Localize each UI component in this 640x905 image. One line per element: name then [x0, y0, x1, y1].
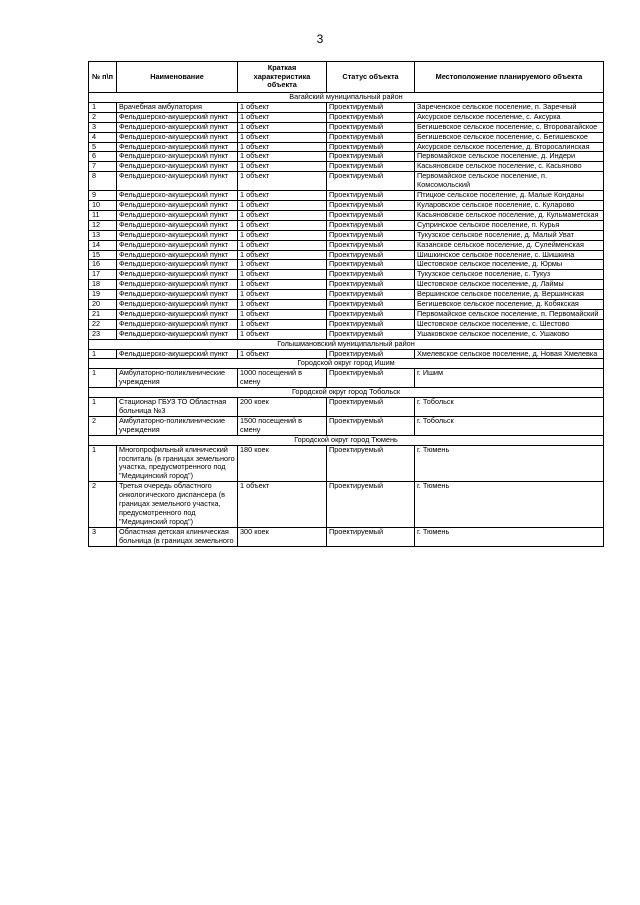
object-characteristic: 1000 посещений в смену — [238, 369, 327, 388]
object-location: Хмелевское сельское поселение, д. Новая Хмелевка — [415, 349, 604, 359]
table-row — [89, 162, 604, 172]
object-status: Проектируемый — [327, 260, 415, 270]
object-location: Птицкое сельское поселение, д. Малые Конданы — [415, 191, 604, 201]
object-status: Проектируемый — [327, 250, 415, 260]
object-location: г. Тюмень — [415, 445, 604, 482]
object-name: Амбулаторно-поликлинические учреждения — [117, 369, 238, 388]
object-name: Фельдшерско-акушерский пункт — [117, 122, 238, 132]
object-location: Аксурское сельское поселение, д. Второсалинская — [415, 142, 604, 152]
object-status: Проектируемый — [327, 482, 415, 528]
table-row — [89, 152, 604, 162]
row-number: 2 — [89, 482, 117, 528]
object-name: Фельдшерско-акушерский пункт — [117, 191, 238, 201]
object-name: Многопрофильный клинический госпиталь (в границах земельного участка, предусмотренного под "Медицинский город") — [117, 445, 238, 482]
object-characteristic: 1 объект — [238, 250, 327, 260]
object-location: Тукузское сельское поселение, с. Тукуз — [415, 270, 604, 280]
object-name: Фельдшерско-акушерский пункт — [117, 142, 238, 152]
section-title: Голышмановский муниципальный район — [89, 339, 604, 349]
table-row — [89, 349, 604, 359]
object-name: Фельдшерско-акушерский пункт — [117, 230, 238, 240]
row-number: 12 — [89, 220, 117, 230]
object-characteristic: 1 объект — [238, 240, 327, 250]
object-name: Фельдшерско-акушерский пункт — [117, 152, 238, 162]
object-name: Третья очередь областного онкологического диспансера (в границах земельного участка, предусмотренного под "Медицинский город") — [117, 482, 238, 528]
row-number: 23 — [89, 329, 117, 339]
object-name: Фельдшерско-акушерский пункт — [117, 210, 238, 220]
object-characteristic: 1 объект — [238, 349, 327, 359]
row-number: 13 — [89, 230, 117, 240]
object-name: Фельдшерско-акушерский пункт — [117, 290, 238, 300]
object-status: Проектируемый — [327, 349, 415, 359]
table-row — [89, 309, 604, 319]
table-row — [89, 220, 604, 230]
object-status: Проектируемый — [327, 152, 415, 162]
table-row — [89, 191, 604, 201]
row-number: 1 — [89, 349, 117, 359]
object-characteristic: 1 объект — [238, 230, 327, 240]
row-number: 16 — [89, 260, 117, 270]
object-characteristic: 1 объект — [238, 260, 327, 270]
table-row — [89, 290, 604, 300]
object-characteristic: 1 объект — [238, 152, 327, 162]
object-location: Шестовское сельское поселение, с. Шестово — [415, 319, 604, 329]
row-number: 1 — [89, 102, 117, 112]
object-status: Проектируемый — [327, 191, 415, 201]
object-status: Проектируемый — [327, 220, 415, 230]
object-status: Проектируемый — [327, 162, 415, 172]
object-characteristic: 1 объект — [238, 200, 327, 210]
object-location: г. Тюмень — [415, 482, 604, 528]
object-location: Шестовское сельское поселение, д. Юрмы — [415, 260, 604, 270]
table-row — [89, 445, 604, 482]
object-name: Фельдшерско-акушерский пункт — [117, 260, 238, 270]
objects-table — [88, 61, 604, 547]
table-row — [89, 416, 604, 435]
section-row — [89, 93, 604, 103]
object-name: Фельдшерско-акушерский пункт — [117, 240, 238, 250]
row-number: 11 — [89, 210, 117, 220]
object-status: Проектируемый — [327, 309, 415, 319]
object-status: Проектируемый — [327, 280, 415, 290]
object-name: Стационар ГБУЗ ТО Областная больница №3 — [117, 398, 238, 417]
object-characteristic: 1 объект — [238, 122, 327, 132]
object-status: Проектируемый — [327, 112, 415, 122]
object-name: Фельдшерско-акушерский пункт — [117, 220, 238, 230]
object-status: Проектируемый — [327, 172, 415, 191]
object-location: Казанское сельское поселение, д. Сулейменская — [415, 240, 604, 250]
table-row — [89, 240, 604, 250]
object-name: Фельдшерско-акушерский пункт — [117, 162, 238, 172]
object-status: Проектируемый — [327, 102, 415, 112]
object-status: Проектируемый — [327, 398, 415, 417]
object-characteristic: 300 коек — [238, 527, 327, 546]
table-row — [89, 102, 604, 112]
section-title: Городской округ город Тюмень — [89, 435, 604, 445]
row-number: 4 — [89, 132, 117, 142]
table-body — [89, 93, 604, 547]
row-number: 10 — [89, 200, 117, 210]
object-location: Зареченское сельское поселение, п. Заречный — [415, 102, 604, 112]
section-row — [89, 388, 604, 398]
object-characteristic: 1 объект — [238, 102, 327, 112]
table-row — [89, 230, 604, 240]
table-row — [89, 172, 604, 191]
object-location: Касьяновское сельское поселение, с. Касьяново — [415, 162, 604, 172]
table-row — [89, 260, 604, 270]
object-location: Касьяновское сельское поселение, д. Кульмаметская — [415, 210, 604, 220]
object-name: Фельдшерско-акушерский пункт — [117, 172, 238, 191]
object-status: Проектируемый — [327, 290, 415, 300]
table-row — [89, 142, 604, 152]
table-row — [89, 122, 604, 132]
object-characteristic: 1 объект — [238, 210, 327, 220]
object-status: Проектируемый — [327, 416, 415, 435]
row-number: 18 — [89, 280, 117, 290]
row-number: 1 — [89, 369, 117, 388]
object-location: Куларовское сельское поселение, с. Куларово — [415, 200, 604, 210]
object-status: Проектируемый — [327, 369, 415, 388]
row-number: 20 — [89, 300, 117, 310]
header-status: Статус объекта — [327, 62, 415, 93]
object-characteristic: 1 объект — [238, 162, 327, 172]
table-row — [89, 250, 604, 260]
object-characteristic: 1 объект — [238, 482, 327, 528]
object-status: Проектируемый — [327, 527, 415, 546]
object-location: Бегишевское сельское поселение, с. Второвагайское — [415, 122, 604, 132]
header-location: Местоположение планируемого объекта — [415, 62, 604, 93]
row-number: 8 — [89, 172, 117, 191]
object-characteristic: 1 объект — [238, 112, 327, 122]
object-characteristic: 200 коек — [238, 398, 327, 417]
row-number: 5 — [89, 142, 117, 152]
object-name: Фельдшерско-акушерский пункт — [117, 200, 238, 210]
table-row — [89, 200, 604, 210]
row-number: 17 — [89, 270, 117, 280]
object-location: Ушаковское сельское поселение, с. Ушаково — [415, 329, 604, 339]
row-number: 15 — [89, 250, 117, 260]
object-location: Первомайское сельское поселение, п. Комсомольский — [415, 172, 604, 191]
object-status: Проектируемый — [327, 200, 415, 210]
object-location: Аксурское сельское поселение, с. Аксурка — [415, 112, 604, 122]
section-title: Вагайский муниципальный район — [89, 93, 604, 103]
section-row — [89, 359, 604, 369]
object-status: Проектируемый — [327, 240, 415, 250]
object-characteristic: 1 объект — [238, 319, 327, 329]
object-status: Проектируемый — [327, 329, 415, 339]
row-number: 2 — [89, 112, 117, 122]
object-name: Фельдшерско-акушерский пункт — [117, 280, 238, 290]
table-row — [89, 132, 604, 142]
object-characteristic: 1 объект — [238, 290, 327, 300]
table-header-row — [89, 62, 604, 93]
object-characteristic: 1 объект — [238, 172, 327, 191]
object-status: Проектируемый — [327, 132, 415, 142]
object-status: Проектируемый — [327, 122, 415, 132]
row-number: 1 — [89, 398, 117, 417]
object-location: Первомайское сельское поселение, п. Первомайский — [415, 309, 604, 319]
object-status: Проектируемый — [327, 142, 415, 152]
object-name: Фельдшерско-акушерский пункт — [117, 250, 238, 260]
object-name: Фельдшерско-акушерский пункт — [117, 112, 238, 122]
object-location: Тукузское сельское поселение, д. Малый Уват — [415, 230, 604, 240]
object-characteristic: 1 объект — [238, 309, 327, 319]
object-characteristic: 1 объект — [238, 329, 327, 339]
object-characteristic: 1 объект — [238, 132, 327, 142]
object-status: Проектируемый — [327, 270, 415, 280]
object-status: Проектируемый — [327, 300, 415, 310]
object-characteristic: 1 объект — [238, 142, 327, 152]
object-name: Фельдшерско-акушерский пункт — [117, 309, 238, 319]
object-location: Супринское сельское поселение, п. Курья — [415, 220, 604, 230]
object-name: Фельдшерско-акушерский пункт — [117, 329, 238, 339]
row-number: 9 — [89, 191, 117, 201]
row-number: 1 — [89, 445, 117, 482]
row-number: 22 — [89, 319, 117, 329]
object-location: г. Ишим — [415, 369, 604, 388]
header-name: Наименование — [117, 62, 238, 93]
page-number: 3 — [316, 32, 324, 46]
row-number: 14 — [89, 240, 117, 250]
row-number: 7 — [89, 162, 117, 172]
table-row — [89, 398, 604, 417]
header-characteristic: Краткая характеристика объекта — [238, 62, 327, 93]
table-row — [89, 369, 604, 388]
object-name: Областная детская клиническая больница (в границах земельного — [117, 527, 238, 546]
object-location: Бегишевское сельское поселение, д. Кобякская — [415, 300, 604, 310]
table-row — [89, 270, 604, 280]
table-row — [89, 300, 604, 310]
object-name: Амбулаторно-поликлинические учреждения — [117, 416, 238, 435]
table-row — [89, 329, 604, 339]
object-location: г. Тобольск — [415, 416, 604, 435]
object-location: Шишкинское сельское поселение, с. Шишкина — [415, 250, 604, 260]
object-characteristic: 1 объект — [238, 270, 327, 280]
object-characteristic: 1500 посещений в смену — [238, 416, 327, 435]
object-location: г. Тобольск — [415, 398, 604, 417]
table-row — [89, 482, 604, 528]
object-location: Бегишевское сельское поселение, с. Бегишевское — [415, 132, 604, 142]
object-location: г. Тюмень — [415, 527, 604, 546]
object-name: Фельдшерско-акушерский пункт — [117, 319, 238, 329]
section-row — [89, 339, 604, 349]
object-name: Фельдшерско-акушерский пункт — [117, 270, 238, 280]
object-location: Вершинское сельское поселение, д. Вершинская — [415, 290, 604, 300]
row-number: 6 — [89, 152, 117, 162]
section-title: Городской округ город Тобольск — [89, 388, 604, 398]
object-characteristic: 1 объект — [238, 300, 327, 310]
object-name: Врачебная амбулатория — [117, 102, 238, 112]
object-characteristic: 1 объект — [238, 191, 327, 201]
object-status: Проектируемый — [327, 319, 415, 329]
table-row — [89, 280, 604, 290]
object-status: Проектируемый — [327, 445, 415, 482]
table-row — [89, 527, 604, 546]
section-row — [89, 435, 604, 445]
row-number: 21 — [89, 309, 117, 319]
table-row — [89, 210, 604, 220]
object-characteristic: 180 коек — [238, 445, 327, 482]
section-title: Городской округ город Ишим — [89, 359, 604, 369]
object-characteristic: 1 объект — [238, 280, 327, 290]
object-status: Проектируемый — [327, 230, 415, 240]
object-location: Шестовское сельское поселение, д. Лаймы — [415, 280, 604, 290]
table-row — [89, 319, 604, 329]
row-number: 2 — [89, 416, 117, 435]
row-number: 19 — [89, 290, 117, 300]
header-number: № п\п — [89, 62, 117, 93]
object-status: Проектируемый — [327, 210, 415, 220]
object-location: Первомайское сельское поселение, д. Индери — [415, 152, 604, 162]
object-name: Фельдшерско-акушерский пункт — [117, 132, 238, 142]
object-name: Фельдшерско-акушерский пункт — [117, 300, 238, 310]
row-number: 3 — [89, 122, 117, 132]
table-row — [89, 112, 604, 122]
object-characteristic: 1 объект — [238, 220, 327, 230]
object-name: Фельдшерско-акушерский пункт — [117, 349, 238, 359]
row-number: 3 — [89, 527, 117, 546]
